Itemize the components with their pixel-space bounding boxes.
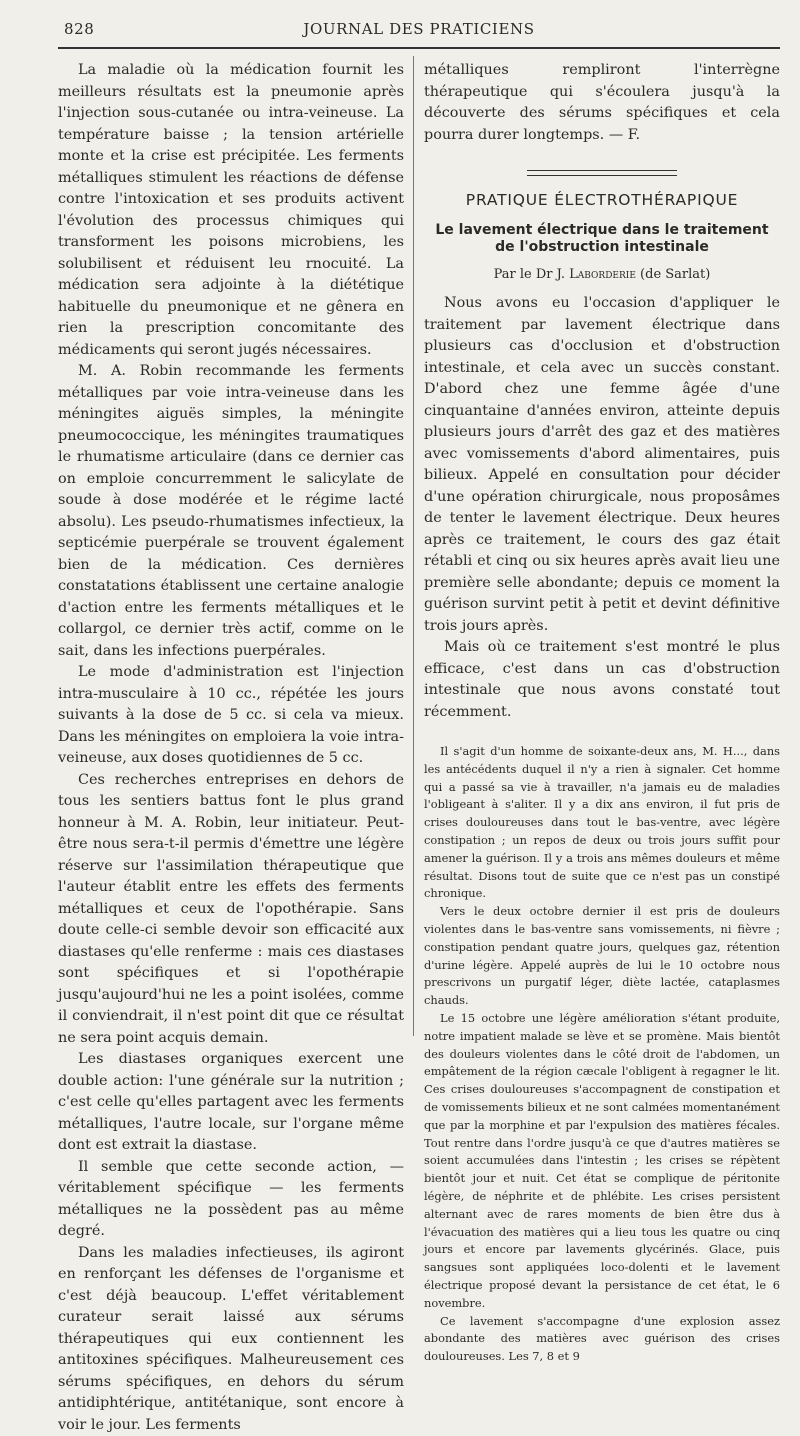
paragraph: Nous avons eu l'occasion d'appliquer le traitement par lavement électrique dans plusieurs cas d'occlusion et d'obstruction intestinale, et cela avec un succès constant. D'abord chez une femme âgée d'une cinquantaine d'années environ, atteinte depuis plusieurs jours d'arrêt des gaz et des matières avec vomissements d'abord alimentaires, puis bilieux. Appelé en consultation pour décider d'une opération chirurgicale, nous proposâmes de tenter le lavement électrique. Deux heures après ce traitement, le cours des gaz était rétabli et cinq ou six heures après avait lieu une première selle abondante; depuis ce moment la guérison survint petit à petit et devint définitive trois jours après. bbox=[424, 293, 780, 637]
paragraph: Le mode d'administration est l'injection intra-musculaire à 10 cc., répétée les jours suivants à la dose de 5 cc. si cela va mieux. Dans les méningites on emploiera la voie intra-veineuse, aux doses quotidiennes de 5 cc. bbox=[58, 662, 404, 770]
column-divider bbox=[413, 56, 414, 1036]
left-column bbox=[58, 60, 404, 1436]
continuation-paragraph: métalliques rempliront l'interrègne thérapeutique qui s'écoulera jusqu'à la découverte des sérums spécifiques et cela pourra durer longtemps. — F. bbox=[424, 60, 780, 146]
header-rule bbox=[58, 47, 780, 49]
section-rule bbox=[527, 170, 677, 176]
journal-title: JOURNAL DES PRATICIENS bbox=[58, 20, 780, 38]
byline bbox=[424, 264, 780, 286]
paragraph: Il semble que cette seconde action, — véritablement spécifique — les ferments métalliques ne la possèdent pas au même degré. bbox=[58, 1157, 404, 1243]
paragraph: M. A. Robin recommande les ferments métalliques par voie intra-veineuse dans les méningites aiguës simples, la méningite pneumococcique, les méningites traumatiques le rhumatisme articulaire (dans ce dernier cas on emploie concurremment le salicylate de soude à dose modérée et le régime lacté absolu). Les pseudo-rhumatismes infectieux, la septicémie puerpérale se trouvent également bien de la médication. Ces dernières constatations établissent une certaine analogie d'action entre les ferments métalliques et le collargol, ce dernier très actif, comme on le sait, dans les infections puerpérales. bbox=[58, 361, 404, 662]
byline-prefix: Par le Dr J. bbox=[494, 267, 565, 282]
right-column bbox=[424, 60, 780, 1366]
case-paragraph: Il s'agit d'un homme de soixante-deux ans, M. H..., dans les antécédents duquel il n'y a rien à signaler. Cet homme qui a passé sa vie à travailler, n'a jamais eu de maladies l'obligeant à s'aliter. Il y a dix ans environ, il fut pris de crises douloureuses dans tout le bas-ventre, avec légère constipation ; un repos de deux ou trois jours suffit pour amener la guérison. Il y a trois ans mêmes douleurs et même résultat. Disons tout de suite que ce n'est pas un constipé chronique. bbox=[424, 743, 780, 903]
paragraph: Mais où ce traitement s'est montré le plus efficace, c'est dans un cas d'obstruction intestinale que nous avons constaté tout récemment. bbox=[424, 637, 780, 723]
paragraph: Les diastases organiques exercent une double action: l'une générale sur la nutrition ; c'est celle qu'elles partagent avec les ferments métalliques, l'autre locale, sur l'organe même dont est extrait la diastase. bbox=[58, 1049, 404, 1157]
paragraph: La maladie où la médication fournit les meilleurs résultats est la pneumonie après l'injection sous-cutanée ou intra-veineuse. La température baisse ; la tension artérielle monte et la crise est précipitée. Les ferments métalliques stimulent les réactions de défense contre l'intoxication et ses produits activent l'évolution des processus chimiques qui transforment les poisons microbiens, les solubilisent et réduisent leu rnocuité. La médication sera adjointe à la diététique habituelle du pneumonique et ne gênera en rien la prescription concomitante des médicaments qui seront jugés nécessaires. bbox=[58, 60, 404, 361]
byline-suffix: (de Sarlat) bbox=[640, 267, 710, 282]
byline-author: Laborderie bbox=[569, 267, 636, 282]
case-paragraph: Le 15 octobre une légère amélioration s'étant produite, notre impatient malade se lève et se promène. Mais bientôt des douleurs violentes dans le côté droit de l'abdomen, un empâtement de la région cæcale l'obligent à regagner le lit. Ces crises douloureuses s'accompagnent de constipation et de vomissements bilieux et ne sont calmées momentanément que par la morphine et par l'expulsion des matières fécales. Tout rentre dans l'ordre jusqu'à ce que d'autres matières se soient accumulées dans l'intestin ; les crises se répètent bientôt jour et nuit. Cet état se complique de péritonite légère, de néphrite et de phlébite. Les crises persistent alternant avec de rares moments de bien être dus à l'évacuation des matières qui a lieu tous les quatre ou cinq jours et encore par lavements glycérinés. Glace, puis sangsues sont appliquées loco-dolenti et le lavement électrique proposé devant la persistance de cet état, le 6 novembre. bbox=[424, 1010, 780, 1313]
page-number: 828 bbox=[64, 20, 94, 38]
section-heading: PRATIQUE ÉLECTROTHÉRAPIQUE bbox=[424, 190, 780, 212]
article-title: Le lavement électrique dans le traitement de l'obstruction intestinale bbox=[424, 222, 780, 256]
paragraph: Dans les maladies infectieuses, ils agiront en renforçant les défenses de l'organisme et c'est déjà beaucoup. L'effet véritablement curateur serait laissé aux sérums thérapeutiques qui eux contiennent les antitoxines spécifiques. Malheureusement ces sérums spécifiques, en dehors du sérum antidiphtérique, antitétanique, sont encore à voir le jour. Les ferments bbox=[58, 1243, 404, 1436]
case-report bbox=[424, 743, 780, 1366]
case-paragraph: Ce lavement s'accompagne d'une explosion assez abondante des matières avec guérison des crises douloureuses. Les 7, 8 et 9 bbox=[424, 1313, 780, 1366]
paragraph: Ces recherches entreprises en dehors de tous les sentiers battus font le plus grand honneur à M. A. Robin, leur initiateur. Peut-être nous sera-t-il permis d'émettre une légère réserve sur l'assimilation thérapeutique que l'auteur établit entre les effets des ferments métalliques et ceux de l'opothérapie. Sans doute celle-ci semble devoir son efficacité aux diastases qu'elle renferme : mais ces diastases sont spécifiques et si l'opothérapie jusqu'aujourd'hui ne les a point isolées, comme il conviendrait, il n'est point dit que ce résultat ne sera point acquis demain. bbox=[58, 770, 404, 1050]
case-paragraph: Vers le deux octobre dernier il est pris de douleurs violentes dans le bas-ventre sans vomissements, ni fièvre ; constipation pendant quatre jours, quelques gaz, rétention d'urine légère. Appelé auprès de lui le 10 octobre nous prescrivons un purgatif léger, diète lactée, cataplasmes chauds. bbox=[424, 903, 780, 1010]
page-header bbox=[58, 18, 780, 42]
